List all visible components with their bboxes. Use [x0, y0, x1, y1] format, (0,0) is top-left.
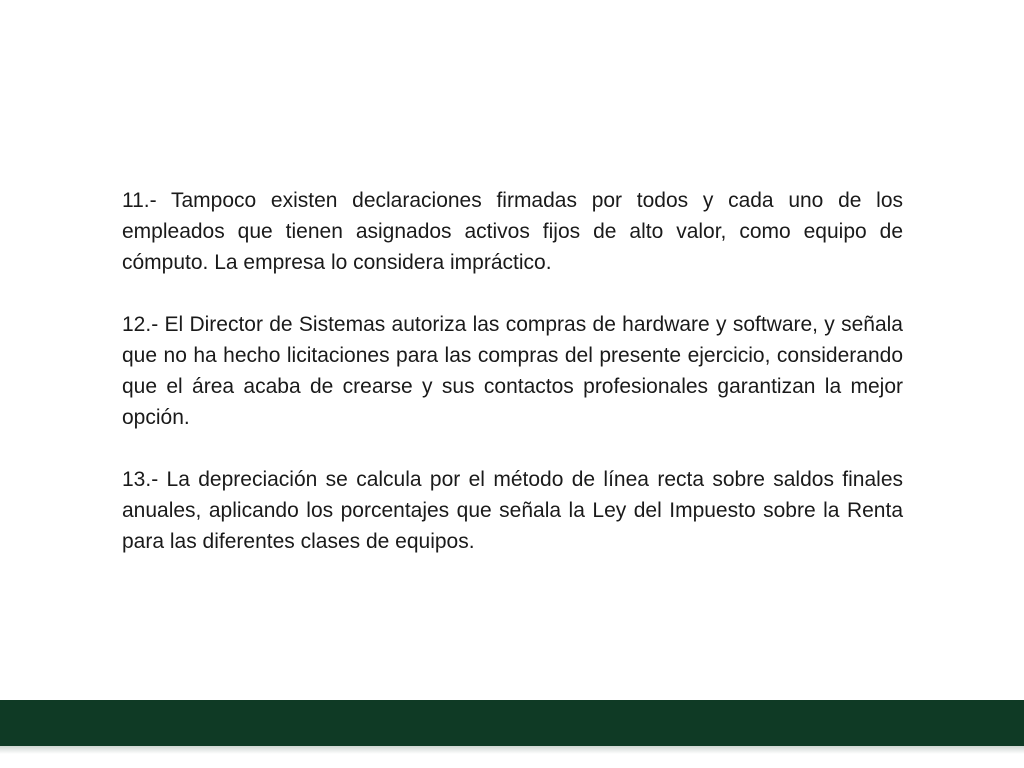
paragraph-13: 13.- La depreciación se calcula por el método de línea recta sobre saldos finales anuales, aplicando los porcentajes que señala la Ley del Impuesto sobre la Renta para las diferentes clases de equipos.	[122, 468, 903, 553]
footer-shadow	[0, 746, 1024, 754]
slide-body	[122, 185, 903, 557]
paragraph-12: 12.- El Director de Sistemas autoriza las compras de hardware y software, y señala que no ha hecho licitaciones para las compras del presente ejercicio, considerando que el área acaba de crearse y sus contactos profesionales garantizan la mejor opción.	[122, 313, 903, 429]
footer-band	[0, 700, 1024, 746]
paragraph-11: 11.- Tampoco existen declaraciones firmadas por todos y cada uno de los empleados que tienen asignados activos fijos de alto valor, como equipo de cómputo. La empresa lo considera impráctico.	[122, 189, 903, 274]
